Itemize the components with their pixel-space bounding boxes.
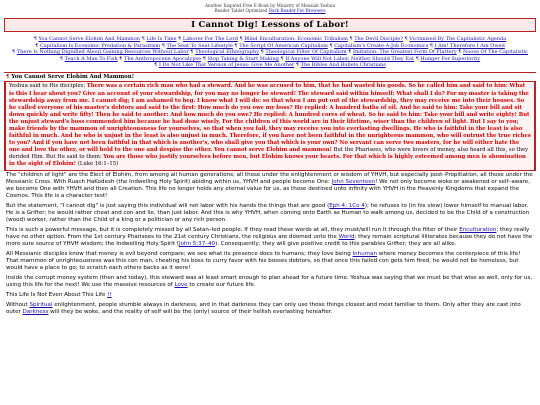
paragraph-text: This is such a powerful message, but it is completely missed by all Satan–led people. If they read these words at all, they must/will run it through the filter of their [6,226,460,233]
toc-item [154,62,294,68]
toc-link[interactable]: Hunger For Superiority [420,55,481,62]
pilcrow-icon: ¶ [458,49,464,56]
toc-item [348,49,456,55]
paragraph-text: Without [6,302,30,309]
toc-link[interactable]: Teach A Man To Fish [64,55,118,62]
inline-link[interactable]: Love [174,282,188,289]
toc-link[interactable]: Noose Of The Capitalistic [463,49,528,56]
page-title: I Cannot Dig! Lessons of Labor! [4,18,536,32]
toc-item [405,36,507,42]
section-heading-text: You Cannot Serve Elohim And Mammon! [11,74,135,81]
pilcrow-icon: ¶ [202,55,208,62]
scripture-intro: Yeshua said to His disciples: [9,83,87,90]
toc-item [12,49,189,55]
inline-link[interactable]: Darkness [22,309,49,316]
toc-link[interactable]: There Is Nothing Dignified About Gaining Resources Without Labor [16,49,189,56]
pilcrow-icon: ¶ [190,49,196,56]
dark-reader-link[interactable]: Dark Reader For Browsers [268,8,326,14]
pilcrow-icon: ¶ [295,62,301,69]
toc-item [261,49,347,55]
paragraph [6,203,534,224]
pilcrow-icon: ¶ [234,42,240,49]
paragraph [6,275,534,289]
toc-item [416,56,481,62]
toc-item [178,36,238,42]
toc-item [430,43,505,49]
meta-line-2 [4,8,536,13]
paragraph-text: where money becomes the centerpiece of this life! That mammon of unrighteousness was this con man, cheating his boss to curry favor with his bosses debtors, so that once this failed con gets him fired, he would not be homeless, but would have a place to go; to scratch each others backs as it were! [6,251,521,272]
toc-item [162,43,233,49]
toc-link[interactable]: Stop Taking & Start Making [207,55,279,62]
inline-link[interactable]: !! [107,292,112,299]
toc-link[interactable]: Laborer For The Lord [182,36,238,43]
toc-item [190,49,259,55]
toc-link[interactable]: Capitalism Is Economic Predation & Parasitism [39,42,161,49]
toc-link[interactable]: Theological Ethnography [195,49,260,56]
pilcrow-icon: ¶ [161,42,167,49]
pilcrow-icon: ¶ [178,36,183,43]
pilcrow-icon: ¶ [415,55,421,62]
pilcrow-icon: ¶ [349,36,355,43]
inline-link[interactable]: World [338,233,355,240]
pilcrow-icon: ¶ [141,36,147,43]
toc-link[interactable]: Victimized By The Capitalistic Agenda [409,36,507,43]
toc-item [119,56,201,62]
paragraph [6,172,534,200]
paragraph [6,302,534,316]
paragraph-text: ). Consequently, they will give positive credit to this parables Grifter; they are all alike. [215,240,457,247]
pilcrow-icon: ¶ [404,36,410,43]
inline-link[interactable]: Inhuman [352,251,378,258]
paragraph-text: The "children of light" are the Elect of Elohim, from among all human generations; all those under the enlightenment or wisdom of YHVH, but especially post–Propitiation, all those under the Messianic Cross. With Ruach HaKodesh (the Indwelling Holy Spirit) abiding within us, YHVH and people become One: [6,171,533,185]
toc-link[interactable]: Life Is Time [146,36,177,43]
article-body [4,171,536,317]
pilcrow-icon: ¶ [119,55,125,62]
paragraph-text: ! We not only become woke or awakened or self–aware, we become One with YHVH and then all Creation. This life no longer holds any eternal value for us, as those destined unto infinity with YHVH in the Heavenly Kingdoms that expand the Cosmos. This life is a character test! [6,178,530,199]
toc-item [280,56,414,62]
pilcrow-icon: ¶ [329,42,335,49]
pilcrow-icon: ¶ [12,49,17,56]
paragraph [6,251,534,272]
paragraph [6,292,534,299]
paragraph-text: ); he refuses to (in his view) lower himself to manual labor. He is a Grifter; he would rather cheat and con and lie, than just labor. And this is why YHVH, when coming onto Earth as Human to walk among us, decided to be the Child of a construction (wood) worker, rather than the Child of a king or a politician or any rich person. [6,202,530,223]
pilcrow-icon: ¶ [260,49,266,56]
paragraph-text: ; they remain scriptural illiterates because they do not have the more sure source of YHVH wisdom; the Indwelling Holy Spirit ( [6,233,533,247]
meta-line-1: Another Inspired Free E-Book by Ministry of Messiah Yeshua [205,3,335,8]
toc-item [35,43,160,49]
toc-link[interactable]: Theological Filter Of Capitalism [265,49,347,56]
toc-item [203,56,279,62]
inline-link[interactable]: Eph 4; 1Co 4 [329,202,365,209]
scripture-reference: (Luke 16:1–15) [76,161,119,168]
toc-item [142,36,177,42]
pilcrow-icon: ¶ [429,42,435,49]
section-heading [4,72,536,82]
paragraph-text: enlightenment, people stumble always in darkness, and in that darkness they can only use those things closest and most familiar to them. Only after they are cast into outer [6,302,521,316]
paragraph-text: This Life Is Not Even About This Life [6,292,108,299]
paragraph-text: All Messianic disciples know that money is evil beyond compare; we see what its presence does to humans; they love being [6,251,353,258]
toc-link[interactable]: Blind Enculturation: Economic Tribalism [244,36,348,43]
toc-link[interactable]: The Script Of American Capitalism [239,42,328,49]
meta-line-2-text: Reader Tablet Optimized [214,8,268,14]
toc-item [34,36,140,42]
toc-item [329,43,428,49]
toc-link[interactable]: Imitation: The Greatest Form Of Flattery [352,49,457,56]
pilcrow-icon: ¶ [35,42,40,49]
toc-link[interactable]: Capitalism's Create-A-Job Economics [334,42,429,49]
pilcrow-icon: ¶ [280,55,286,62]
paragraph-text: ; they really have no other option. From the 1st century Pharisees to the 21st century Christians, the religious are doomed unto the [6,226,530,240]
inline-link[interactable]: John Seventeen [331,178,376,185]
paragraph [6,227,534,248]
scripture-narration: But the Pharisees, who were lovers of money, also heard all this, so they derided Him. But He said to them: [9,147,529,161]
toc-link[interactable]: The Bibles And Bullets Christians [300,62,386,69]
header-meta [4,3,536,13]
toc-link[interactable]: You Cannot Serve Elohim And Mammon [38,36,141,43]
toc-link[interactable]: The Devil Disciple? [354,36,403,43]
paragraph-text: Inside the corrupt money system (then and today), this steward was at least smart enough to plan ahead for a future time. Yeshua was saying that we must be that wise as well, only for us, using this life for the next! We use the massive resources of [6,275,533,289]
pilcrow-icon: ¶ [59,55,65,62]
toc-item [60,56,118,62]
toc-link[interactable]: I Do Not Like That Version of Jesus: Give Me Another [158,62,295,69]
scripture-words-of-yeshua-2: You are those who justify yourselves before men, but Elohim knows your hearts. For that which is highly esteemed among men is abomination in the sight of Elohim! [9,154,526,168]
pilcrow-icon: ¶ [239,36,245,43]
table-of-contents [10,36,530,68]
pilcrow-icon: ¶ [6,74,12,81]
pilcrow-icon: ¶ [348,49,353,56]
toc-item [240,36,348,42]
paragraph-text: to create our future life. [187,282,256,289]
toc-item [458,49,528,55]
toc-link[interactable]: I Am! Therefore I Am Owed [434,42,505,49]
toc-item [296,62,386,68]
scripture-quote [4,82,536,170]
toc-link[interactable]: The Anthropocene Apocalypse [124,55,202,62]
pilcrow-icon: ¶ [154,62,159,69]
scripture-words-of-yeshua: There was a certain rich man who had a steward. And he was accused to him, that he had wasted his goods. So he called him and said to him: What is this I hear about you? Give an account of your stewardship, for you may no longer be steward! The steward said within himself: What shall I do? For my master is taking the stewardship away from me. I cannot dig; I am ashamed to beg. I know what I will do: so that when I am put out of the stewardship, they may receive me into their houses. So he called everyone of his master's debtors and said to the first: How much do you owe my boss? He replied: A hundred baths of oil. And he said to him: Take your bill and sit down quickly and write fifty! Then he said to another: And how much do you owe? He replied: A hundred cores of wheat. So he said to him: Take your bill and write eighty! But the unjust steward's boss commended him because he had done wisely. For the children of this world are in their lifetime, wiser than the children of light. But I say to you; make friends by the mammon of unrighteousness for yourselves, so that when you fail, they may receive you into everlasting dwellings. He who is faithful in the least is also faithful in much. And he who is unjust in the least is also unjust in much. Therefore, if you have not been faithful in the unrighteous mammon, who will entrust the true riches to you? And if you have not been faithful in that which is another's, who shall give you that which is your own? No servant can serve two masters, for he will either hate the one and love the other, or will hold to the one and despise the other. You cannot serve Elohim and mammon! [9,83,531,154]
toc-link[interactable]: The Seat To Seat Lifestyle [166,42,233,49]
paragraph-text: But the statement, "I cannot dig" is just saying this individual will not labor with his hands the things that are good ( [6,202,330,209]
toc-item [234,43,327,49]
inline-link[interactable]: John 5:37–40 [178,240,216,247]
inline-link[interactable]: Enculturation [459,226,497,233]
pilcrow-icon: ¶ [33,36,39,43]
toc-link[interactable]: If Anyone Will Not Labor, Neither Should They Eat [285,55,414,62]
inline-link[interactable]: Spiritual [29,302,53,309]
toc-item [349,36,402,42]
paragraph-text: will they be woke, and the reality of self will be the (only) source of their hellish everlasting hereafter. [48,309,333,316]
